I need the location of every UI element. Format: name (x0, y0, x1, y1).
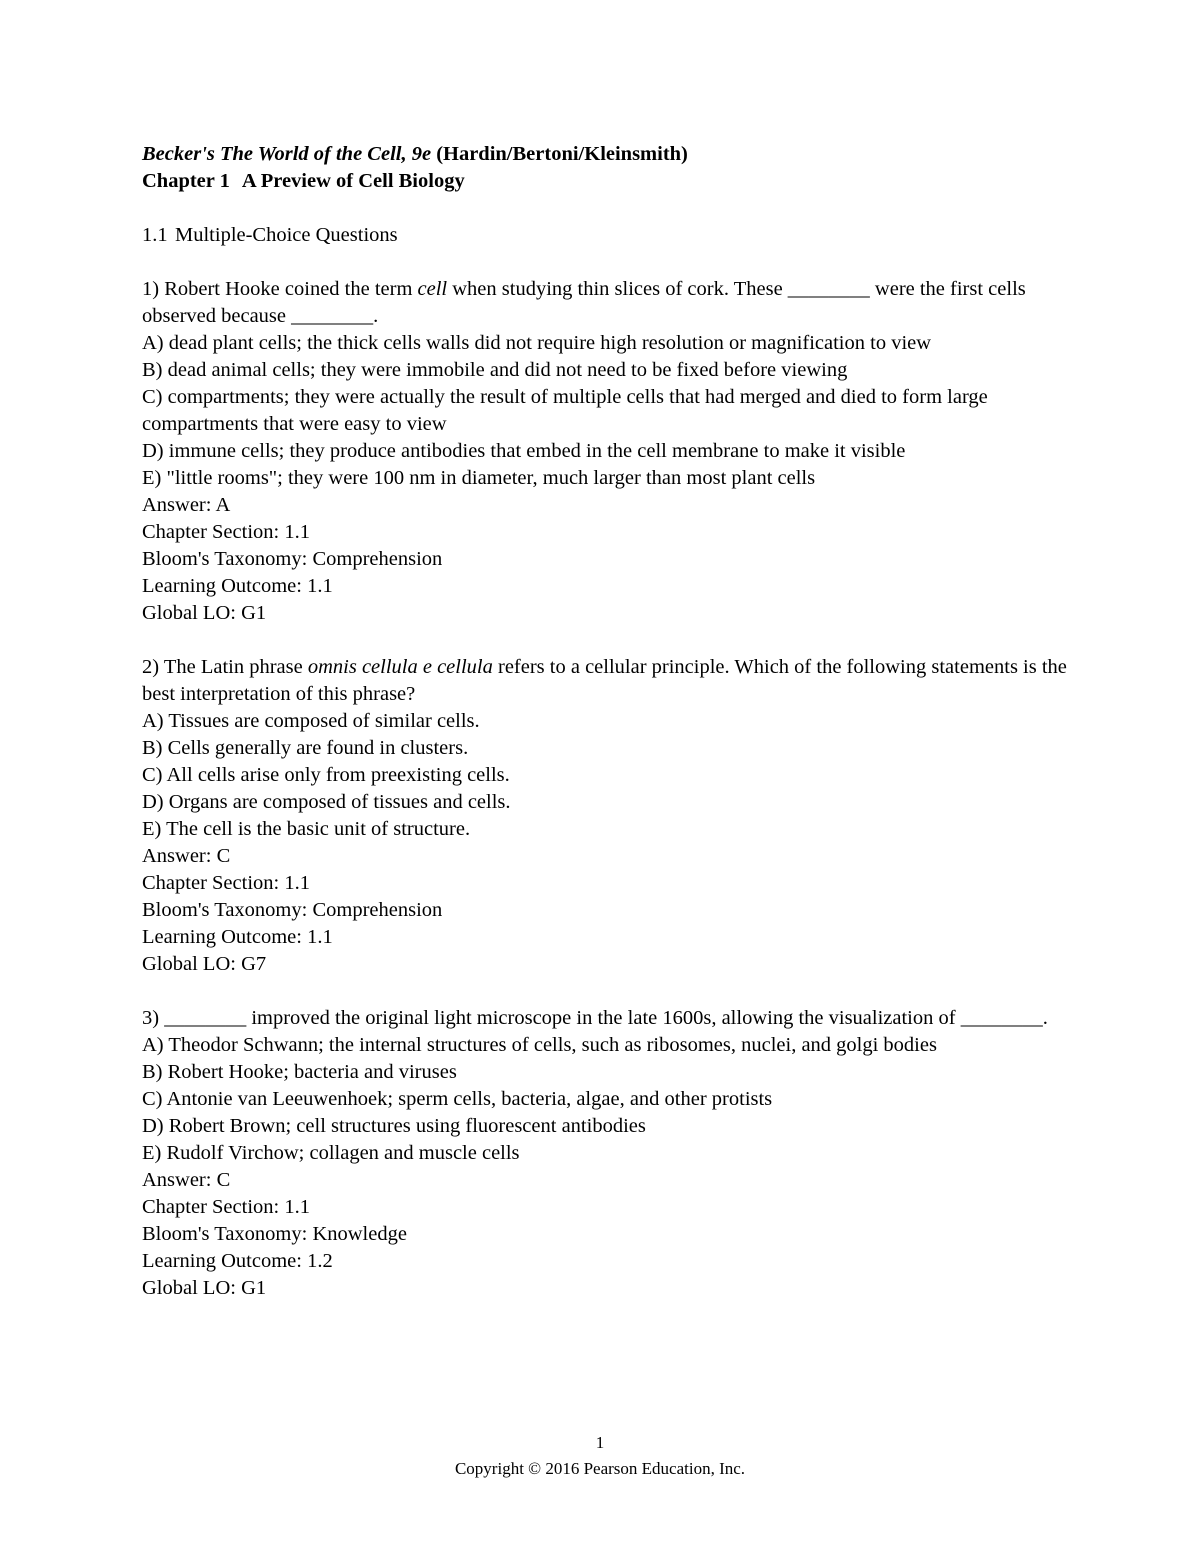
page-number: 1 (595, 1433, 605, 1452)
chapter-title-line (142, 168, 1072, 195)
chapter-label: Chapter 1 (142, 170, 230, 192)
copyright-notice: Copyright © 2016 Pearson Education, Inc. (454, 1459, 746, 1478)
question-stem (142, 654, 1072, 708)
global-lo: Global LO: G1 (142, 602, 267, 624)
answer-option-b: B) dead animal cells; they were immobile and did not need to be fixed before viewing (142, 359, 848, 381)
answer-option-d: D) Robert Brown; cell structures using fluorescent antibodies (142, 1115, 646, 1137)
section-heading (142, 222, 1072, 249)
learning-outcome: Learning Outcome: 1.2 (142, 1250, 333, 1272)
question-1 (142, 276, 1072, 627)
answer-option-d: D) Organs are composed of tissues and cells. (142, 791, 511, 813)
answer-option-c: C) All cells arise only from preexisting cells. (142, 764, 510, 786)
section-number: 1.1 (142, 224, 168, 246)
document-body (142, 141, 1072, 1302)
stem-italic-term: omnis cellula e cellula (307, 656, 493, 678)
global-lo: Global LO: G1 (142, 1277, 267, 1299)
stem-text: 2) The Latin phrase (142, 656, 308, 678)
answer-key: Answer: C (142, 1169, 231, 1191)
answer-option-e: E) Rudolf Virchow; collagen and muscle cells (142, 1142, 520, 1164)
chapter-section: Chapter Section: 1.1 (142, 521, 310, 543)
stem-text: 1) Robert Hooke coined the term (142, 278, 418, 300)
global-lo: Global LO: G7 (142, 953, 267, 975)
question-stem (142, 276, 1072, 330)
answer-option-b: B) Robert Hooke; bacteria and viruses (142, 1061, 457, 1083)
blooms-taxonomy: Bloom's Taxonomy: Comprehension (142, 899, 443, 921)
stem-text: refers to a cellular principle. Which of the following statements is the best interpretation of this phrase? (142, 656, 1067, 705)
answer-option-b: B) Cells generally are found in clusters. (142, 737, 469, 759)
chapter-section: Chapter Section: 1.1 (142, 872, 310, 894)
blooms-taxonomy: Bloom's Taxonomy: Comprehension (142, 548, 443, 570)
chapter-title: A Preview of Cell Biology (241, 170, 465, 192)
chapter-section: Chapter Section: 1.1 (142, 1196, 310, 1218)
answer-option-a: A) Theodor Schwann; the internal structures of cells, such as ribosomes, nuclei, and golgi bodies (142, 1034, 937, 1056)
stem-italic-term: cell (417, 278, 448, 300)
book-title-line (142, 141, 1072, 168)
answer-option-c: C) compartments; they were actually the result of multiple cells that had merged and died to form large compartments that were easy to view (142, 386, 988, 435)
answer-option-a: A) Tissues are composed of similar cells. (142, 710, 480, 732)
question-3 (142, 1005, 1072, 1302)
answer-option-c: C) Antonie van Leeuwenhoek; sperm cells, bacteria, algae, and other protists (142, 1088, 773, 1110)
stem-text: when studying thin slices of cork. These ________ were the first cells observed because ________. (142, 278, 1026, 327)
section-title: Multiple-Choice Questions (175, 224, 398, 246)
question-2 (142, 654, 1072, 978)
answer-option-e: E) "little rooms"; they were 100 nm in diameter, much larger than most plant cells (142, 467, 816, 489)
question-stem: 3) ________ improved the original light microscope in the late 1600s, allowing the visualization of ________. (142, 1007, 1048, 1029)
answer-option-d: D) immune cells; they produce antibodies that embed in the cell membrane to make it visible (142, 440, 906, 462)
book-title: Becker's The World of the Cell, 9e (142, 143, 432, 165)
answer-option-e: E) The cell is the basic unit of structure. (142, 818, 471, 840)
answer-key: Answer: C (142, 845, 231, 867)
blooms-taxonomy: Bloom's Taxonomy: Knowledge (142, 1223, 407, 1245)
answer-key: Answer: A (142, 494, 231, 516)
answer-option-a: A) dead plant cells; the thick cells walls did not require high resolution or magnification to view (142, 332, 932, 354)
learning-outcome: Learning Outcome: 1.1 (142, 575, 333, 597)
learning-outcome: Learning Outcome: 1.1 (142, 926, 333, 948)
book-authors: (Hardin/Bertoni/Kleinsmith) (436, 143, 688, 165)
